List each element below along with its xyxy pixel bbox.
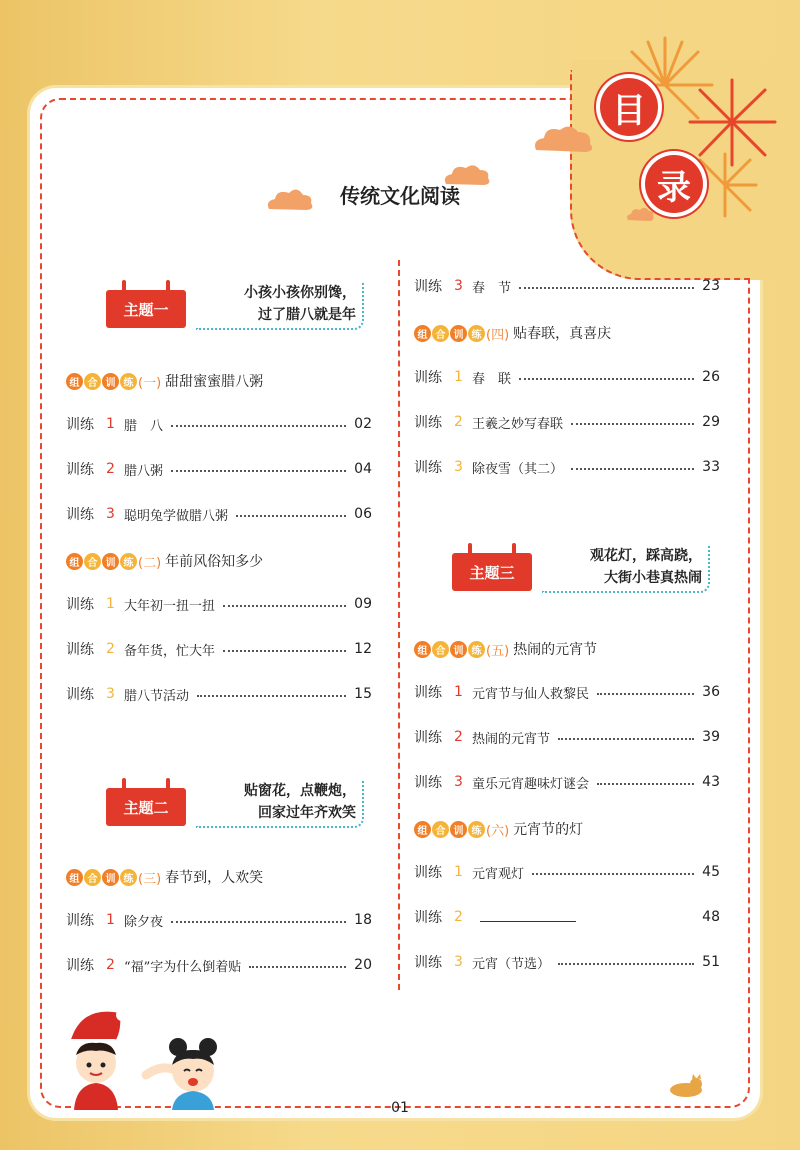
toc-entry[interactable] — [414, 456, 720, 478]
entry-title: “福”字为什么倒着贴 — [124, 959, 242, 975]
group-char: 训 — [102, 553, 119, 570]
entry-title: 春 节 — [472, 280, 512, 296]
entry-title: 大年初一扭一扭 — [124, 598, 216, 614]
toc-entry[interactable] — [414, 411, 720, 433]
theme-line: 回家过年齐欢笑 — [258, 805, 356, 821]
group-char: 练 — [120, 373, 137, 390]
toc-badge-2: 录 — [645, 155, 703, 213]
entry-page: 04 — [354, 461, 372, 477]
entry-label: 训练 — [414, 775, 442, 791]
theme-subtitle — [196, 282, 364, 330]
group-char: 训 — [102, 869, 119, 886]
theme-tag: 主题二 — [106, 788, 186, 826]
entry-label: 训练 — [414, 279, 442, 295]
group-char: 合 — [432, 641, 449, 658]
entry-page: 09 — [354, 596, 372, 612]
entry-label: 训练 — [414, 955, 442, 971]
toc-entry[interactable] — [414, 275, 720, 297]
entry-title: 腊八节活动 — [124, 688, 190, 704]
group-char: 练 — [468, 821, 485, 838]
leader-dots — [171, 921, 346, 923]
entry-page: 29 — [702, 414, 720, 430]
entry-page: 48 — [702, 909, 720, 925]
entry-title: 备年货，忙大年 — [124, 643, 216, 659]
toc-entry[interactable] — [66, 683, 372, 705]
cloud-icon — [530, 122, 596, 156]
leader-dots — [197, 695, 346, 697]
entry-title: 元宵节与仙人救黎民 — [472, 686, 590, 702]
entry-title: 元宵（节选） — [472, 956, 551, 972]
entry-number: 1 — [454, 864, 463, 880]
theme-line: 观花灯，踩高跷， — [590, 548, 702, 564]
entry-label: 训练 — [66, 507, 94, 523]
entry-number: 3 — [454, 459, 463, 475]
leader-dots — [571, 423, 694, 425]
group-char: 合 — [432, 821, 449, 838]
entry-title: 腊八粥 — [124, 463, 164, 479]
entry-title: 腊 八 — [124, 418, 164, 434]
group-title: 热闹的元宵节 — [513, 642, 598, 658]
leader-dots — [558, 963, 694, 965]
group-title: 年前风俗知多少 — [165, 554, 264, 570]
group-char: 合 — [84, 553, 101, 570]
entry-page: 06 — [354, 506, 372, 522]
group-number: (六) — [486, 823, 510, 839]
cloud-icon — [625, 205, 655, 223]
group-char: 组 — [66, 869, 83, 886]
theme-subtitle — [196, 780, 364, 828]
group-char: 组 — [66, 373, 83, 390]
toc-entry[interactable] — [66, 909, 372, 931]
leader-dots — [223, 650, 346, 652]
entry-title: 热闹的元宵节 — [472, 731, 551, 747]
toc-entry[interactable] — [66, 638, 372, 660]
leader-dots — [171, 470, 346, 472]
leader-dots — [223, 605, 346, 607]
group-heading — [66, 369, 263, 393]
entry-number: 1 — [106, 416, 115, 432]
group-title: 贴春联，真喜庆 — [513, 326, 612, 342]
group-char: 组 — [66, 553, 83, 570]
entry-number: 2 — [454, 414, 463, 430]
entry-number: 3 — [454, 774, 463, 790]
entry-title: 春 联 — [472, 371, 512, 387]
entry-number: 3 — [454, 278, 463, 294]
toc-entry[interactable] — [414, 771, 720, 793]
entry-label: 训练 — [66, 597, 94, 613]
column-divider — [398, 260, 400, 990]
entry-number: 1 — [454, 684, 463, 700]
entry-label: 训练 — [414, 370, 442, 386]
entry-label: 训练 — [66, 687, 94, 703]
entry-label: 训练 — [414, 910, 442, 926]
page-number: 01 — [391, 1100, 409, 1116]
entry-number: 1 — [106, 596, 115, 612]
entry-title: 童乐元宵趣味灯谜会 — [472, 776, 590, 792]
group-char: 合 — [84, 869, 101, 886]
group-number: (二) — [138, 555, 162, 571]
toc-entry[interactable] — [66, 413, 372, 435]
group-char: 合 — [84, 373, 101, 390]
entry-number: 2 — [106, 957, 115, 973]
entry-number: 2 — [106, 641, 115, 657]
entry-number: 2 — [454, 909, 463, 925]
toc-badge-1: 目 — [600, 78, 658, 136]
group-char: 训 — [102, 373, 119, 390]
leader-dots — [519, 287, 694, 289]
leader-space — [584, 918, 694, 920]
group-char: 练 — [468, 641, 485, 658]
entry-number: 2 — [106, 461, 115, 477]
entry-number: 3 — [454, 954, 463, 970]
entry-number: 3 — [106, 686, 115, 702]
group-char: 练 — [120, 553, 137, 570]
theme-heading — [106, 282, 356, 342]
theme-tag: 主题三 — [452, 553, 532, 591]
entry-label: 训练 — [414, 865, 442, 881]
group-title: 春节到，人欢笑 — [165, 870, 264, 886]
group-title: 甜甜蜜蜜腊八粥 — [165, 374, 264, 390]
group-number: (四) — [486, 327, 510, 343]
entry-page: 20 — [354, 957, 372, 973]
leader-dots — [597, 783, 694, 785]
group-heading — [414, 637, 597, 661]
group-char: 组 — [414, 641, 431, 658]
theme-subtitle — [542, 545, 710, 593]
entry-label: 训练 — [414, 685, 442, 701]
group-char: 训 — [450, 641, 467, 658]
toc-entry[interactable] — [414, 951, 720, 973]
toc-entry[interactable] — [414, 861, 720, 883]
toc-entry[interactable] — [414, 681, 720, 703]
toc-entry[interactable] — [414, 366, 720, 388]
entry-title: 除夜雪（其二） — [472, 461, 564, 477]
entry-number: 2 — [454, 729, 463, 745]
leader-dots — [171, 425, 346, 427]
entry-title-blank — [480, 909, 576, 926]
leader-dots — [558, 738, 694, 740]
leader-dots — [249, 966, 346, 968]
entry-number: 1 — [106, 912, 115, 928]
group-heading — [414, 321, 611, 345]
entry-label: 训练 — [414, 730, 442, 746]
leader-dots — [571, 468, 694, 470]
children-illustration — [60, 1005, 220, 1110]
entry-page: 36 — [702, 684, 720, 700]
entry-label: 训练 — [414, 460, 442, 476]
theme-line: 过了腊八就是年 — [258, 307, 356, 323]
entry-label: 训练 — [66, 462, 94, 478]
entry-number: 3 — [106, 506, 115, 522]
theme-heading — [106, 780, 356, 840]
entry-page: 18 — [354, 912, 372, 928]
group-char: 训 — [450, 821, 467, 838]
entry-title: 王羲之妙写春联 — [472, 416, 564, 432]
entry-title: 除夕夜 — [124, 914, 164, 930]
toc-entry[interactable] — [414, 906, 720, 928]
toc-entry[interactable] — [66, 954, 372, 976]
group-heading — [66, 549, 263, 573]
entry-title: 元宵观灯 — [472, 866, 525, 882]
entry-label: 训练 — [66, 913, 94, 929]
leader-dots — [532, 873, 694, 875]
group-char: 合 — [432, 325, 449, 342]
group-heading — [66, 865, 263, 889]
theme-heading — [452, 545, 702, 605]
entry-page: 26 — [702, 369, 720, 385]
entry-label: 训练 — [66, 417, 94, 433]
leader-dots — [236, 515, 346, 517]
group-number: (五) — [486, 643, 510, 659]
entry-page: 51 — [702, 954, 720, 970]
entry-page: 15 — [354, 686, 372, 702]
blank-underline — [480, 909, 576, 922]
entry-label: 训练 — [66, 958, 94, 974]
entry-label: 训练 — [66, 642, 94, 658]
toc-entry[interactable] — [66, 593, 372, 615]
toc-entry[interactable] — [66, 503, 372, 525]
leader-dots — [597, 693, 694, 695]
entry-page: 33 — [702, 459, 720, 475]
cat-icon — [666, 1072, 706, 1098]
entry-page: 45 — [702, 864, 720, 880]
group-title: 元宵节的灯 — [513, 822, 584, 838]
group-number: (一) — [138, 375, 162, 391]
entry-page: 02 — [354, 416, 372, 432]
page-title: 传统文化阅读 — [340, 184, 460, 208]
entry-number: 1 — [454, 369, 463, 385]
group-number: (三) — [138, 871, 162, 887]
entry-page: 23 — [702, 278, 720, 294]
theme-line: 小孩小孩你别馋， — [244, 285, 356, 301]
entry-label: 训练 — [414, 415, 442, 431]
group-char: 组 — [414, 821, 431, 838]
group-char: 练 — [120, 869, 137, 886]
theme-line: 大街小巷真热闹 — [604, 570, 702, 586]
group-char: 组 — [414, 325, 431, 342]
theme-line: 贴窗花，点鞭炮， — [244, 783, 356, 799]
entry-page: 12 — [354, 641, 372, 657]
toc-entry[interactable] — [66, 458, 372, 480]
entry-page: 43 — [702, 774, 720, 790]
toc-entry[interactable] — [414, 726, 720, 748]
group-heading — [414, 817, 583, 841]
leader-dots — [519, 378, 694, 380]
theme-tag: 主题一 — [106, 290, 186, 328]
entry-page: 39 — [702, 729, 720, 745]
group-char: 练 — [468, 325, 485, 342]
group-char: 训 — [450, 325, 467, 342]
entry-title: 聪明兔学做腊八粥 — [124, 508, 229, 524]
